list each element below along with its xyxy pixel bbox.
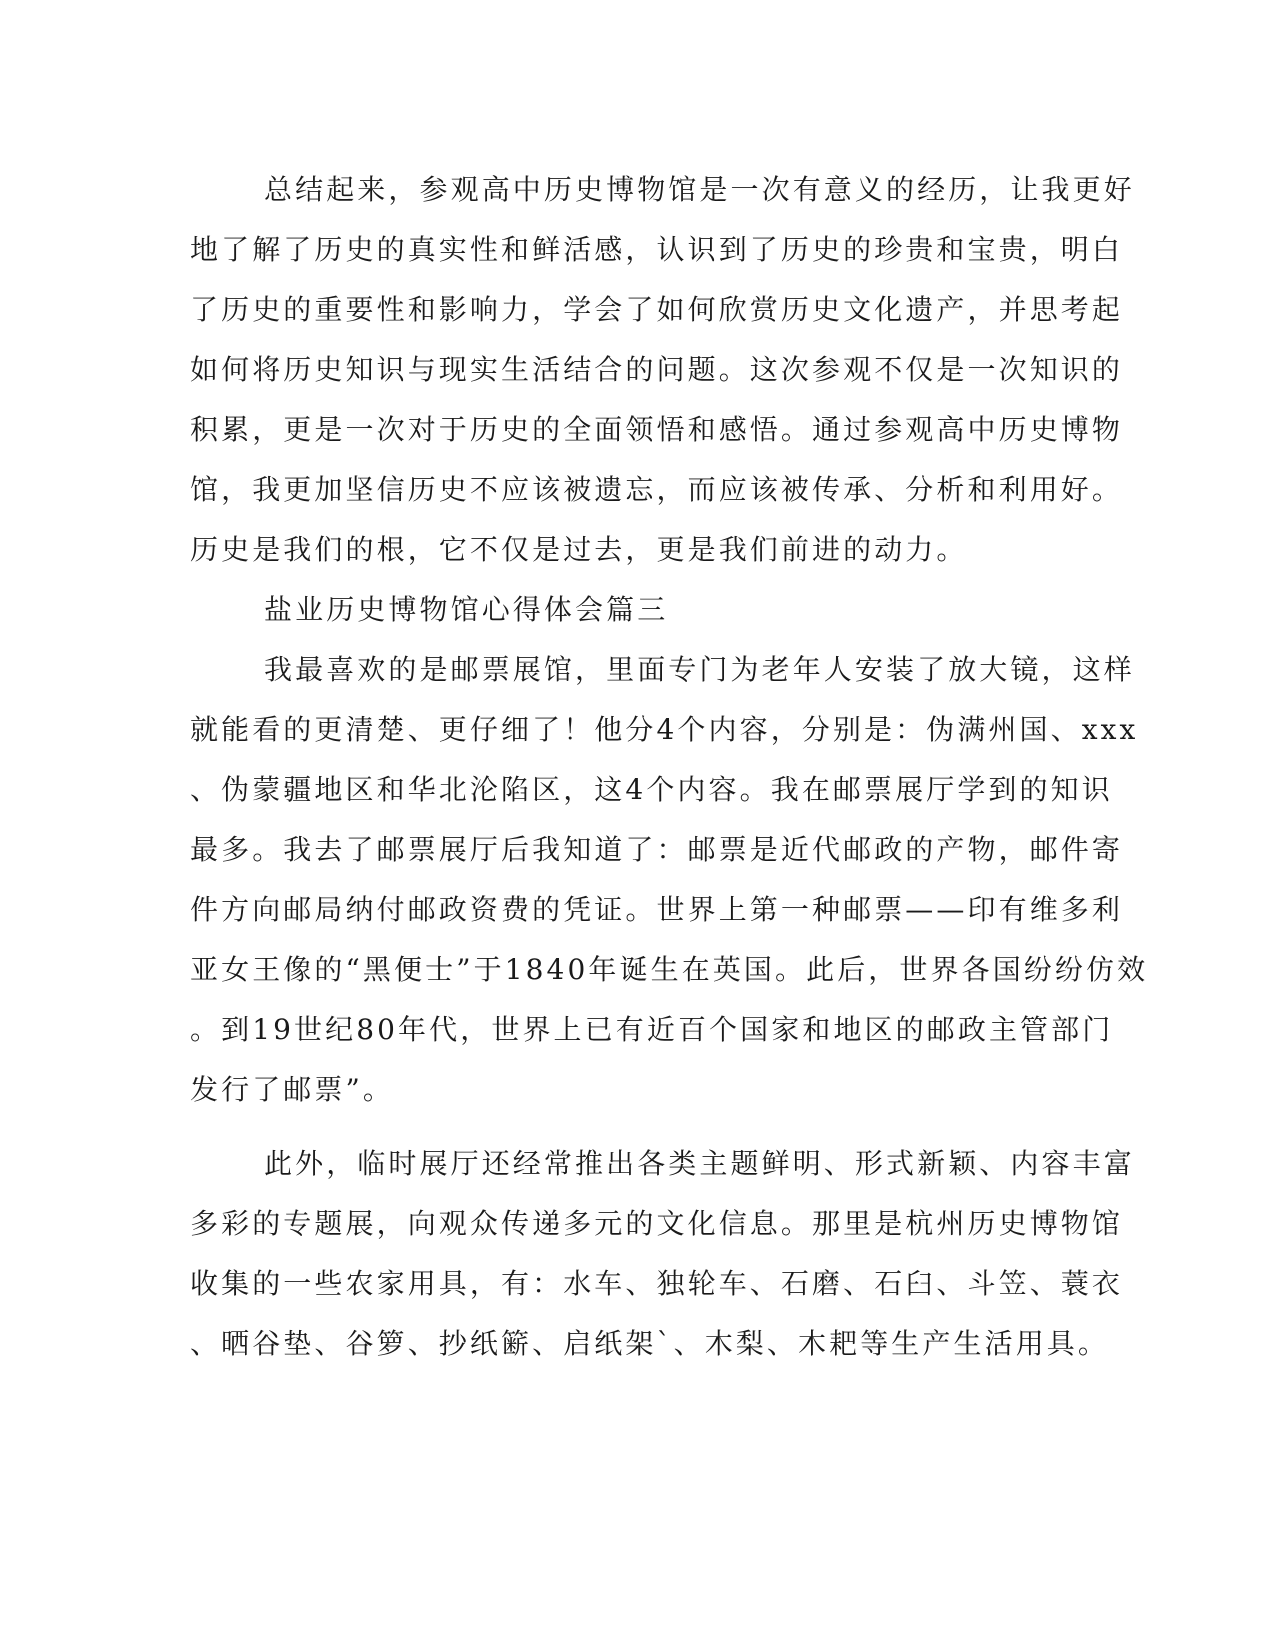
- text-line: 就能看的更清楚、更仔细了！他分4个内容，分别是：伪满州国、xxx: [190, 713, 1139, 746]
- section-heading: 盐业历史博物馆心得体会篇三: [264, 593, 669, 626]
- text-line: 馆，我更加坚信历史不应该被遗忘，而应该被传承、分析和利用好。: [190, 473, 1124, 506]
- paragraph-stamp-hall: [190, 640, 1149, 1120]
- text-line: 最多。我去了邮票展厅后我知道了：邮票是近代邮政的产物，邮件寄: [190, 833, 1124, 866]
- text-line: 总结起来，参观高中历史博物馆是一次有意义的经历，让我更好: [264, 173, 1135, 206]
- text-line: 此外，临时展厅还经常推出各类主题鲜明、形式新颖、内容丰富: [264, 1147, 1135, 1180]
- paragraph-summary: [190, 160, 1135, 580]
- text-line: 、晒谷垫、谷箩、抄纸簖、启纸架`、木梨、木耙等生产生活用具。: [190, 1327, 1110, 1360]
- document-body: [190, 160, 1149, 1374]
- text-line: 发行了邮票”。: [190, 1073, 395, 1106]
- text-line: 。到19世纪80年代，世界上已有近百个国家和地区的邮政主管部门: [190, 1013, 1114, 1046]
- paragraph-gap: [190, 1120, 1080, 1134]
- text-line: 地了解了历史的真实性和鲜活感，认识到了历史的珍贵和宝贵，明白: [190, 233, 1124, 266]
- text-line: 件方向邮局纳付邮政资费的凭证。世界上第一种邮票——印有维多利: [190, 893, 1124, 926]
- text-line: 、伪蒙疆地区和华北沦陷区，这4个内容。我在邮票展厅学到的知识: [190, 773, 1113, 806]
- text-line: 我最喜欢的是邮票展馆，里面专门为老年人安装了放大镜，这样: [264, 653, 1135, 686]
- text-line: 如何将历史知识与现实生活结合的问题。这次参观不仅是一次知识的: [190, 353, 1124, 386]
- text-line: 了历史的重要性和影响力，学会了如何欣赏历史文化遗产，并思考起: [190, 293, 1124, 326]
- text-line: 多彩的专题展，向观众传递多元的文化信息。那里是杭州历史博物馆: [190, 1207, 1124, 1240]
- text-line: 亚女王像的“黑便士”于1840年诞生在英国。此后，世界各国纷纷仿效: [190, 953, 1149, 986]
- text-line: 积累，更是一次对于历史的全面领悟和感悟。通过参观高中历史博物: [190, 413, 1124, 446]
- paragraph-temporary-exhibits: [190, 1134, 1135, 1374]
- text-line: 历史是我们的根，它不仅是过去，更是我们前进的动力。: [190, 533, 968, 566]
- text-line: 收集的一些农家用具，有：水车、独轮车、石磨、石臼、斗笠、蓑衣: [190, 1267, 1124, 1300]
